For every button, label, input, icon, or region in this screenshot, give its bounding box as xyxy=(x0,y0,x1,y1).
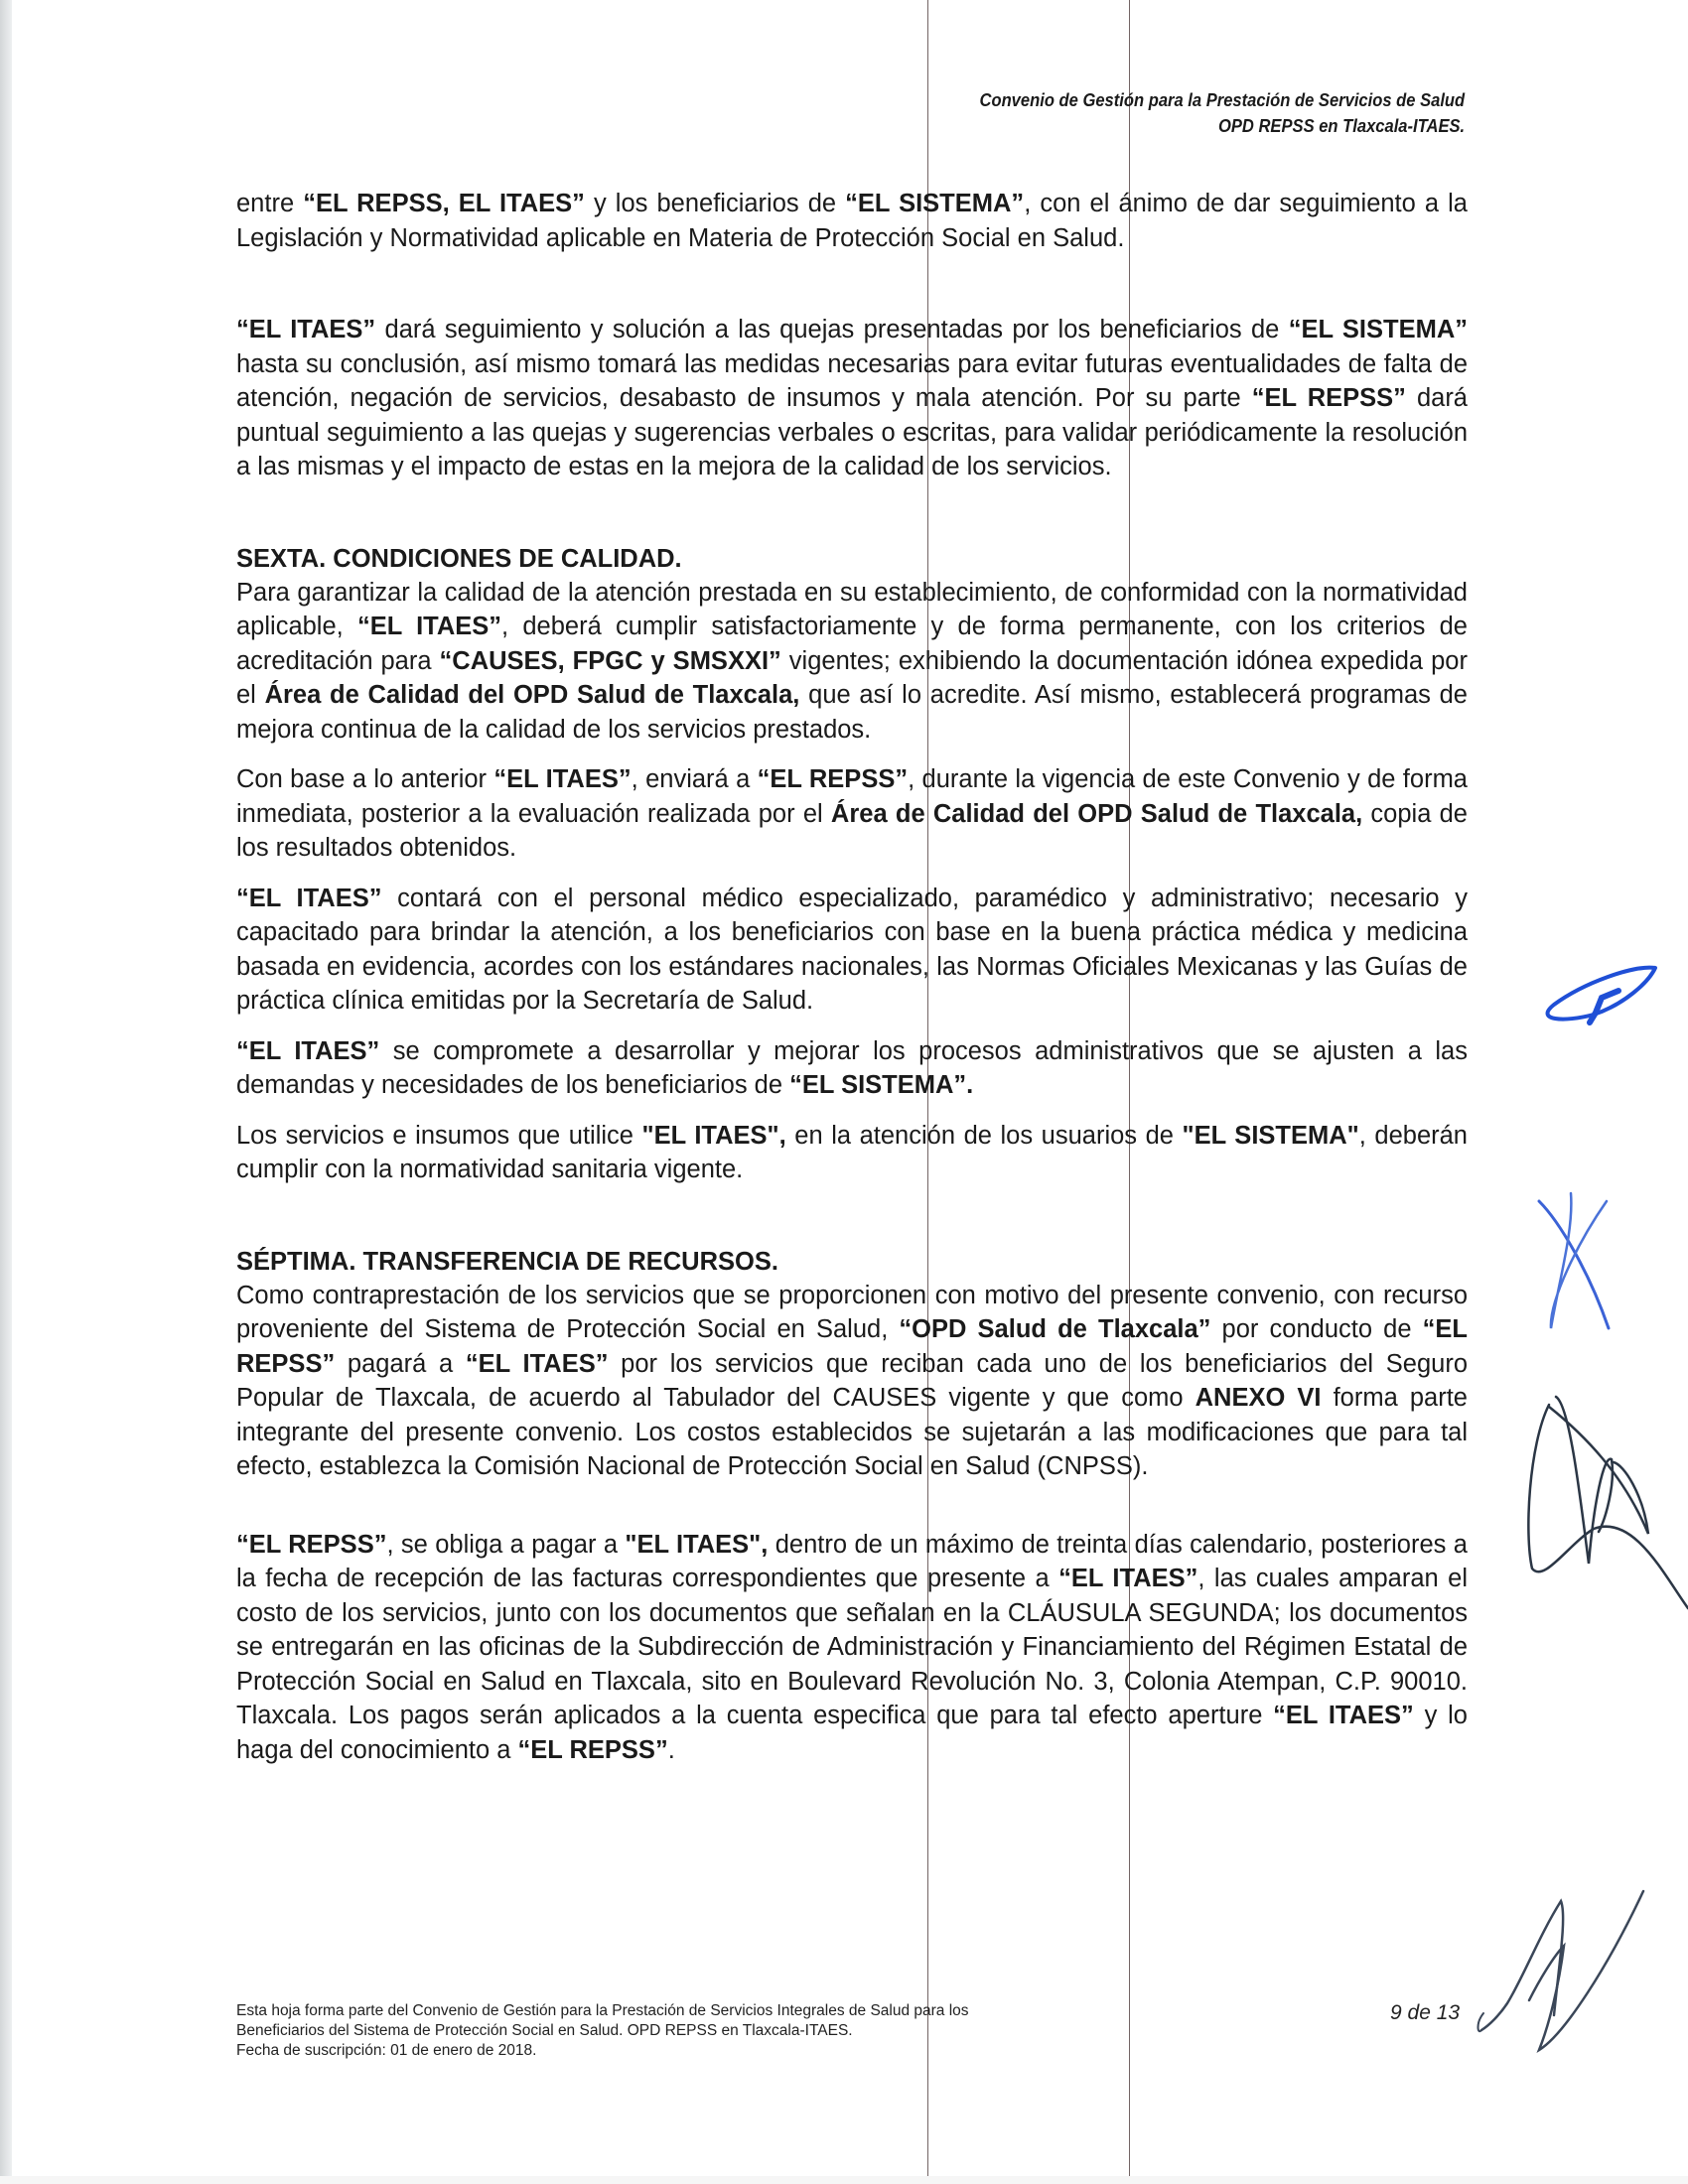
bold-text-run: “EL ITAES” xyxy=(236,1036,380,1065)
bold-text-run: “EL REPSS” xyxy=(1251,384,1406,412)
text-run: Los servicios e insumos que utilice xyxy=(236,1121,642,1150)
bold-text-run: “CAUSES, FPGC y SMSXXI” xyxy=(439,646,781,675)
paragraph xyxy=(236,1119,1468,1187)
bold-text-run: “EL ITAES” xyxy=(1058,1565,1198,1592)
bold-text-run: "EL SISTEMA" xyxy=(1182,1121,1359,1150)
bold-text-run: “EL ITAES” xyxy=(1273,1702,1414,1729)
footer-line: Beneficiarios del Sistema de Protección Social en Salud. OPD REPSS en Tlaxcala-ITAES. xyxy=(236,2022,853,2039)
footer-line: Esta hoja forma parte del Convenio de Gestión para la Prestación de Servicios Integrales de Salud para los xyxy=(236,2002,969,2019)
text-run: que así lo acredite. Así mismo, establecerá programas de mejora continua de la calidad de los servicios prestados. xyxy=(236,681,1468,744)
paragraph xyxy=(236,187,1468,255)
bold-text-run: “EL REPSS” xyxy=(757,765,909,793)
paragraph xyxy=(236,313,1468,484)
text-run: , las cuales amparan el costo de los servicios, junto con los documentos que señalan en la CLÁUSULA SEGUNDA; los documentos se entregarán en las oficinas de la Subdirección de Administración y Financiamiento del Régimen Estatal de Protección Social en Salud en Tlaxcala, sito en Boulevard Revolución No. 3, Colonia Atempan, C.P. 90010. Tlaxcala. Los pagos serán aplicados a la cuenta especifica que para tal efecto aperture xyxy=(236,1565,1468,1729)
text-run: hasta su conclusión, así mismo tomará las medidas necesarias para evitar futuras eventualidades de falta de atención, negación de servicios, desabasto de insumos y mala atención. Por su parte xyxy=(236,349,1468,412)
signature-stroke xyxy=(1529,1891,1643,2050)
signature-initial-icon xyxy=(1524,943,1673,1042)
text-run: entre xyxy=(236,190,304,217)
bold-text-run: “EL SISTEMA”. xyxy=(789,1071,974,1099)
clause-title: SEXTA. CONDICIONES DE CALIDAD. xyxy=(236,544,682,573)
bold-text-run: “EL REPSS” xyxy=(236,1315,1468,1378)
text-run: forma parte integrante del presente convenio. Los costos establecidos se sujetarán a las modificaciones que para tal efecto, establezca la Comisión Nacional de Protección Social en Salud (CNPSS). xyxy=(236,1384,1468,1480)
bold-text-run: Área de Calidad del OPD Salud de Tlaxcala, xyxy=(830,799,1363,828)
signature-main-icon xyxy=(1470,1886,1668,2065)
signature-stroke xyxy=(1548,968,1655,1020)
text-run: contará con el personal médico especializado, paramédico y administrativo; necesario y capacitado para brindar la atención, a los beneficiarios con base en la buena práctica médica y medicina basada en evidencia, acordes con los estándares nacionales, las Normas Oficiales Mexicanas y las Guías de práctica clínica emitidas por la Secretaría de Salud. xyxy=(236,884,1468,1015)
text-run: pagará a xyxy=(335,1349,466,1378)
text-run: Con base a lo anterior xyxy=(236,765,494,793)
signature-stroke xyxy=(1549,1407,1648,1534)
paragraph xyxy=(236,882,1468,1019)
bold-text-run: ANEXO VI xyxy=(1195,1384,1322,1412)
text-run: dentro de un máximo de treinta días calendario, posteriores a la fecha de recepción de las facturas correspondientes que presente a xyxy=(236,1530,1468,1592)
signature-x-icon xyxy=(1529,1181,1628,1340)
text-run: , durante la vigencia de este Convenio y de forma inmediata, posterior a la evaluación realizada por el xyxy=(236,765,1468,828)
page-left-edge xyxy=(0,0,12,2176)
text-run: . xyxy=(667,1735,675,1764)
text-run: , deberán cumplir con la normatividad sanitaria vigente. xyxy=(236,1121,1468,1183)
text-run: dará seguimiento y solución a las quejas presentadas por los beneficiarios de xyxy=(375,316,1289,343)
text-run: vigentes; exhibiendo la documentación idónea expedida por el xyxy=(236,646,1468,709)
bold-text-run: “EL ITAES” xyxy=(236,316,376,343)
bold-text-run: “EL REPSS, EL ITAES” xyxy=(303,190,585,217)
bold-text-run: "EL ITAES", xyxy=(625,1530,769,1559)
text-run: , enviará a xyxy=(631,765,758,793)
page-footer xyxy=(236,2001,1031,2061)
text-run: se compromete a desarrollar y mejorar los procesos administrativos que se ajusten a las demandas y necesidades de los beneficiarios de xyxy=(236,1036,1468,1099)
header-subtitle: OPD REPSS en Tlaxcala-ITAES. xyxy=(1217,116,1465,136)
text-run: por los servicios que reciban cada uno de los beneficiarios del Seguro Popular de Tlaxcala, de acuerdo al Tabulador del CAUSES vigente y que como xyxy=(236,1349,1469,1412)
header-title: Convenio de Gestión para la Prestación de Servicios de Salud xyxy=(979,90,1465,110)
page-header xyxy=(979,87,1465,139)
text-run: copia de los resultados obtenidos. xyxy=(236,799,1468,862)
footer-date: Fecha de suscripción: 01 de enero de 2018. xyxy=(236,2042,537,2059)
text-run: en la atención de los usuarios de xyxy=(785,1121,1183,1150)
bold-text-run: “EL SISTEMA” xyxy=(1288,316,1468,343)
clause-title: SÉPTIMA. TRANSFERENCIA DE RECURSOS. xyxy=(236,1247,778,1276)
bold-text-run: “EL REPSS” xyxy=(517,1735,668,1764)
bold-text-run: “OPD Salud de Tlaxcala” xyxy=(899,1315,1211,1343)
text-run: Como contraprestación de los servicios que se proporcionen con motivo del presente convenio, con recurso proveniente del Sistema de Protección Social en Salud, xyxy=(236,1281,1468,1343)
bold-text-run: “EL ITAES” xyxy=(356,613,502,640)
signature-stroke xyxy=(1539,1201,1609,1328)
bold-text-run: “EL ITAES” xyxy=(465,1349,609,1378)
paragraph xyxy=(236,1034,1468,1103)
signature-stroke xyxy=(1556,1397,1613,1564)
page-bottom-edge xyxy=(0,2176,1688,2184)
text-run: Para garantizar la calidad de la atención prestada en su establecimiento, de conformidad con la normatividad aplicable, xyxy=(236,578,1468,640)
page-number: 9 de 13 xyxy=(1390,2001,1461,2024)
bold-text-run: “EL SISTEMA” xyxy=(845,190,1025,217)
paragraph xyxy=(236,576,1468,748)
bold-text-run: "EL ITAES", xyxy=(641,1121,786,1150)
bold-text-run: “EL ITAES” xyxy=(493,765,632,793)
document-body xyxy=(236,187,1468,1767)
bold-text-run: “EL ITAES” xyxy=(236,884,382,912)
text-run: y lo haga del conocimiento a xyxy=(236,1702,1468,1764)
text-run: por conducto de xyxy=(1210,1315,1423,1343)
paragraph xyxy=(236,1279,1468,1484)
bold-text-run: Área de Calidad del OPD Salud de Tlaxcala, xyxy=(264,681,800,709)
text-run: , deberá cumplir satisfactoriamente y de forma permanente, con los criterios de acreditación para xyxy=(236,613,1468,675)
text-run: y los beneficiarios de xyxy=(584,190,846,217)
bold-text-run: “EL REPSS” xyxy=(236,1530,387,1559)
paragraph xyxy=(236,762,1468,866)
text-run: dará puntual seguimiento a las quejas y sugerencias verbales o escritas, para validar periódicamente la resolución a las mismas y el impacto de estas en la mejora de la calidad de los servicios. xyxy=(236,384,1468,480)
text-run: , se obliga a pagar a xyxy=(386,1530,626,1559)
signature-a-icon xyxy=(1524,1385,1688,1613)
text-run: , con el ánimo de dar seguimiento a la Legislación y Normatividad aplicable en Materia de Protección Social en Salud. xyxy=(236,190,1468,252)
paragraph xyxy=(236,1528,1468,1768)
